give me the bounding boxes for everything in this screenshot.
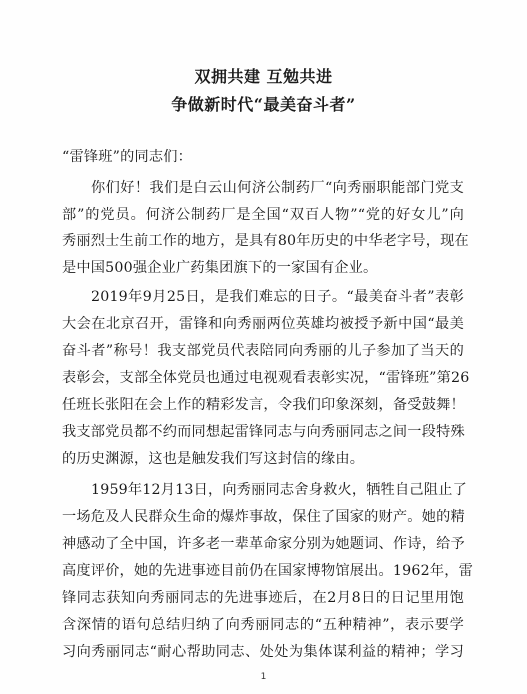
paragraph-3-line-5: 锋同志获知向秀丽同志的先进事迹后，在2月8日的日记里用饱 bbox=[62, 590, 464, 606]
paragraph-3-line-6: 含深情的语句总结归纳了向秀丽同志的“五种精神”，表示要学 bbox=[62, 617, 464, 633]
salutation: “雷锋班”的同志们： bbox=[62, 149, 193, 165]
paragraph-2-line-3: 奋斗者”称号！我支部党员代表陪同向秀丽的儿子参加了当天的 bbox=[62, 343, 464, 359]
paragraph-2-line-2: 大会在北京召开，雷锋和向秀丽两位英雄均被授予新中国“最美 bbox=[62, 316, 464, 332]
paragraph-1-line-1: 你们好！我们是白云山何济公制药厂“向秀丽职能部门党支 bbox=[91, 180, 464, 196]
paragraph-2-line-5: 任班长张阳在会上作的精彩发言，令我们印象深刻，备受鼓舞！ bbox=[62, 397, 465, 413]
document-title-line-2: 争做新时代“最美奋斗者” bbox=[171, 95, 356, 114]
paragraph-3-line-1: 1959年12月13日，向秀丽同志舍身救火，牺牲自己阻止了 bbox=[91, 482, 467, 498]
document-title-line-1: 双拥共建 互勉共进 bbox=[194, 67, 333, 86]
paragraph-1-line-2: 部”的党员。何济公制药厂是全国“双百人物”“党的好女儿”向 bbox=[62, 207, 464, 223]
paragraph-1-line-4: 是中国500强企业广药集团旗下的一家国有企业。 bbox=[62, 260, 378, 276]
paragraph-2-line-1: 2019年9月25日，是我们难忘的日子。“最美奋斗者”表彰 bbox=[91, 289, 464, 305]
paragraph-3-line-2: 一场危及人民群众生命的爆炸事故，保住了国家的财产。她的精 bbox=[62, 509, 465, 525]
paragraph-3-line-4: 高度评价，她的先进事迹目前仍在国家博物馆展出。1962年，雷 bbox=[62, 563, 473, 579]
paragraph-2-line-7: 的历史渊源，这也是触发我们写这封信的缘由。 bbox=[62, 451, 365, 467]
paragraph-3-line-7: 习向秀丽同志“耐心帮助同志、处处为集体谋利益的精神；学习 bbox=[62, 644, 464, 660]
page-number: 1 bbox=[260, 672, 267, 682]
paragraph-1-line-3: 秀丽烈士生前工作的地方，是具有80年历史的中华老字号，现在 bbox=[62, 233, 469, 249]
paragraph-2-line-4: 表彰会，支部全体党员也通过电视观看表彰实况，“雷锋班”第26 bbox=[62, 370, 470, 386]
paragraph-3-line-3: 神感动了全中国，许多老一辈革命家分别为她题词、作诗，给予 bbox=[62, 536, 465, 552]
paragraph-2-line-6: 我支部党员都不约而同想起雷锋同志与向秀丽同志之间一段特殊 bbox=[62, 424, 465, 440]
